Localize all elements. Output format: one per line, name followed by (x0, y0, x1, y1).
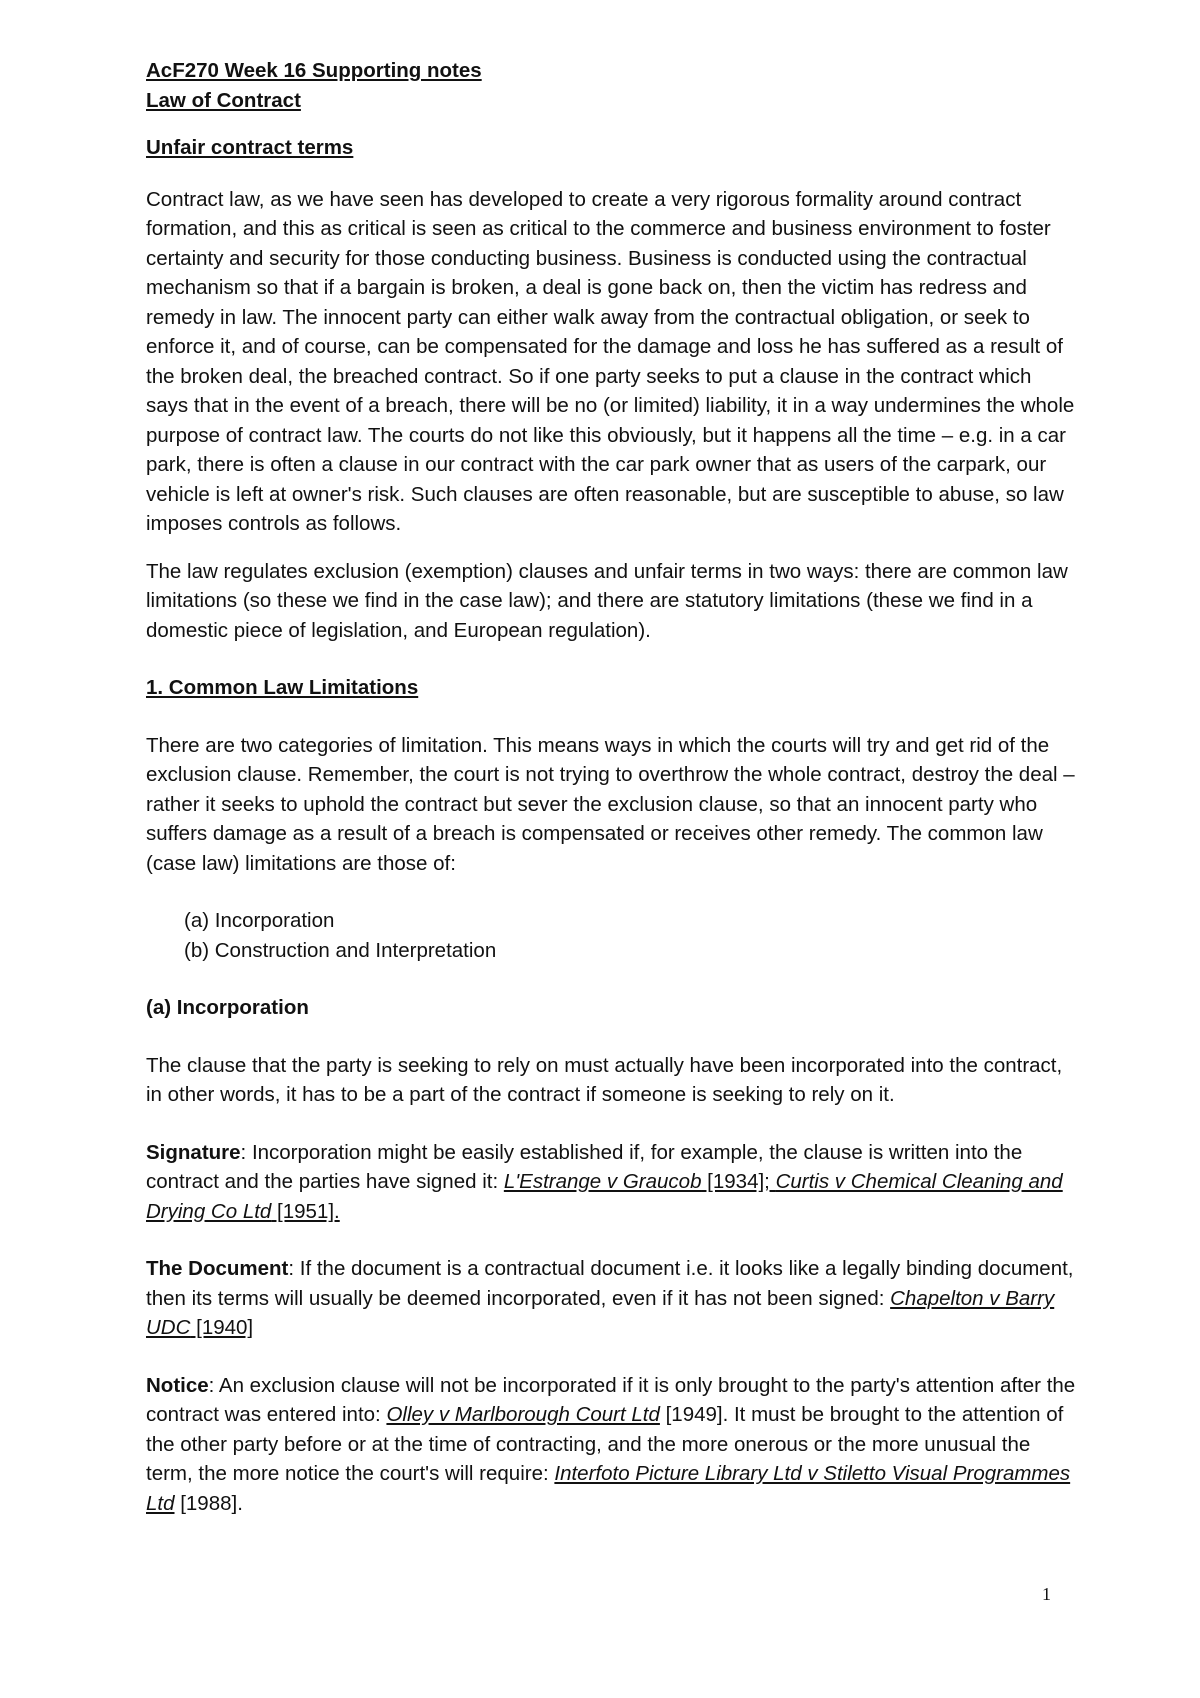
paragraph-notice (146, 1371, 1076, 1519)
limitation-list (146, 906, 1076, 965)
paragraph-signature (146, 1138, 1076, 1227)
list-item: (a) Incorporation (184, 909, 335, 932)
paragraph-regulation: The law regulates exclusion (exemption) clauses and unfair terms in two ways: there are common law limitations (so these we find in the case law); and there are statutory limitations (these we find in a domestic piece of legislation, and European regulation). (146, 559, 1068, 642)
notice-text: : An exclusion clause will not be incorporated if it is only brought to the party's attention after the contract was entered into: (146, 1373, 1076, 1426)
citation-year: [1951]. (271, 1199, 340, 1223)
document-text: : If the document is a contractual document i.e. it looks like a legally binding document, then its terms will usually be deemed incorporated, even if it has not been signed: (146, 1257, 1074, 1310)
citation-year: [1934]; (701, 1170, 776, 1193)
section-heading-incorporation: (a) Incorporation (146, 996, 309, 1019)
notice-text-continued: [1949]. It must be brought to the attention of the other party before or at the time of contracting, and the more onerous or the more unusual the term, the more notice the court's will require: (146, 1403, 1064, 1485)
paragraph-intro: Contract law, as we have seen has developed to create a very rigorous formality around contract formation, and this as critical is seen as critical to the commerce and business environment to foster certainty and security for those conducting business. Business is conducted using the contractual mechanism so that if a bargain is broken, a deal is gone back on, then the victim has redress and remedy in law. The innocent party can either walk away from the contractual obligation, or seek to enforce it, and of course, can be compensated for the damage and loss he has suffered as a result of the broken deal, the breached contract. So if one party seeks to put a clause in the contract which says that in the event of a breach, there will be no (or limited) liability, it in a way undermines the whole purpose of contract law. The courts do not like this obviously, but it happens all the time – e.g. in a car park, there is often a clause in our contract with the car park owner that as users of the carpark, our vehicle is left at owner's risk. Such clauses are often reasonable, but are susceptible to abuse, so law imposes controls as follows. (146, 187, 1075, 535)
paragraph-document (146, 1254, 1076, 1343)
section-heading-common-law: 1. Common Law Limitations (146, 676, 419, 699)
page-content (146, 56, 1076, 1518)
document-title: AcF270 Week 16 Supporting notes (146, 59, 482, 82)
paragraph-incorporation: The clause that the party is seeking to rely on must actually have been incorporated into the contract, in other words, it has to be a part of the contract if someone is seeking to rely on it. (146, 1053, 1063, 1106)
case-citation: Interfoto Picture Library Ltd v Stiletto Visual Programmes Ltd (146, 1462, 1071, 1515)
case-citation: Curtis v Chemical Cleaning and Drying Co Ltd (146, 1170, 1063, 1223)
case-citation: Olley v Marlborough Court Ltd (386, 1403, 660, 1426)
notice-label: Notice (146, 1373, 209, 1397)
section-heading-unfair-terms: Unfair contract terms (146, 136, 354, 159)
case-citation: Chapelton v Barry UDC (146, 1286, 1055, 1339)
document-label: The Document (146, 1257, 289, 1280)
page-number: 1 (1042, 1584, 1051, 1604)
citation-year: [1988]. (174, 1491, 243, 1515)
list-item: (b) Construction and Interpretation (184, 938, 497, 962)
signature-label: Signature (146, 1140, 241, 1164)
case-citation: L'Estrange v Graucob (503, 1170, 702, 1193)
citation-year: [1940] (190, 1316, 254, 1339)
signature-text: : Incorporation might be easily established if, for example, the clause is written into the contract and the parties have signed it: (146, 1140, 1023, 1193)
document-subtitle: Law of Contract (146, 88, 301, 112)
paragraph-limitation-categories: There are two categories of limitation. This means ways in which the courts will try and get rid of the exclusion clause. Remember, the court is not trying to overthrow the whole contract, destroy the deal – rather it seeks to uphold the contract but sever the exclusion clause, so that an innocent party who suffers damage as a result of a breach is compensated or receives other remedy. The common law (case law) limitations are those of: (146, 733, 1075, 875)
